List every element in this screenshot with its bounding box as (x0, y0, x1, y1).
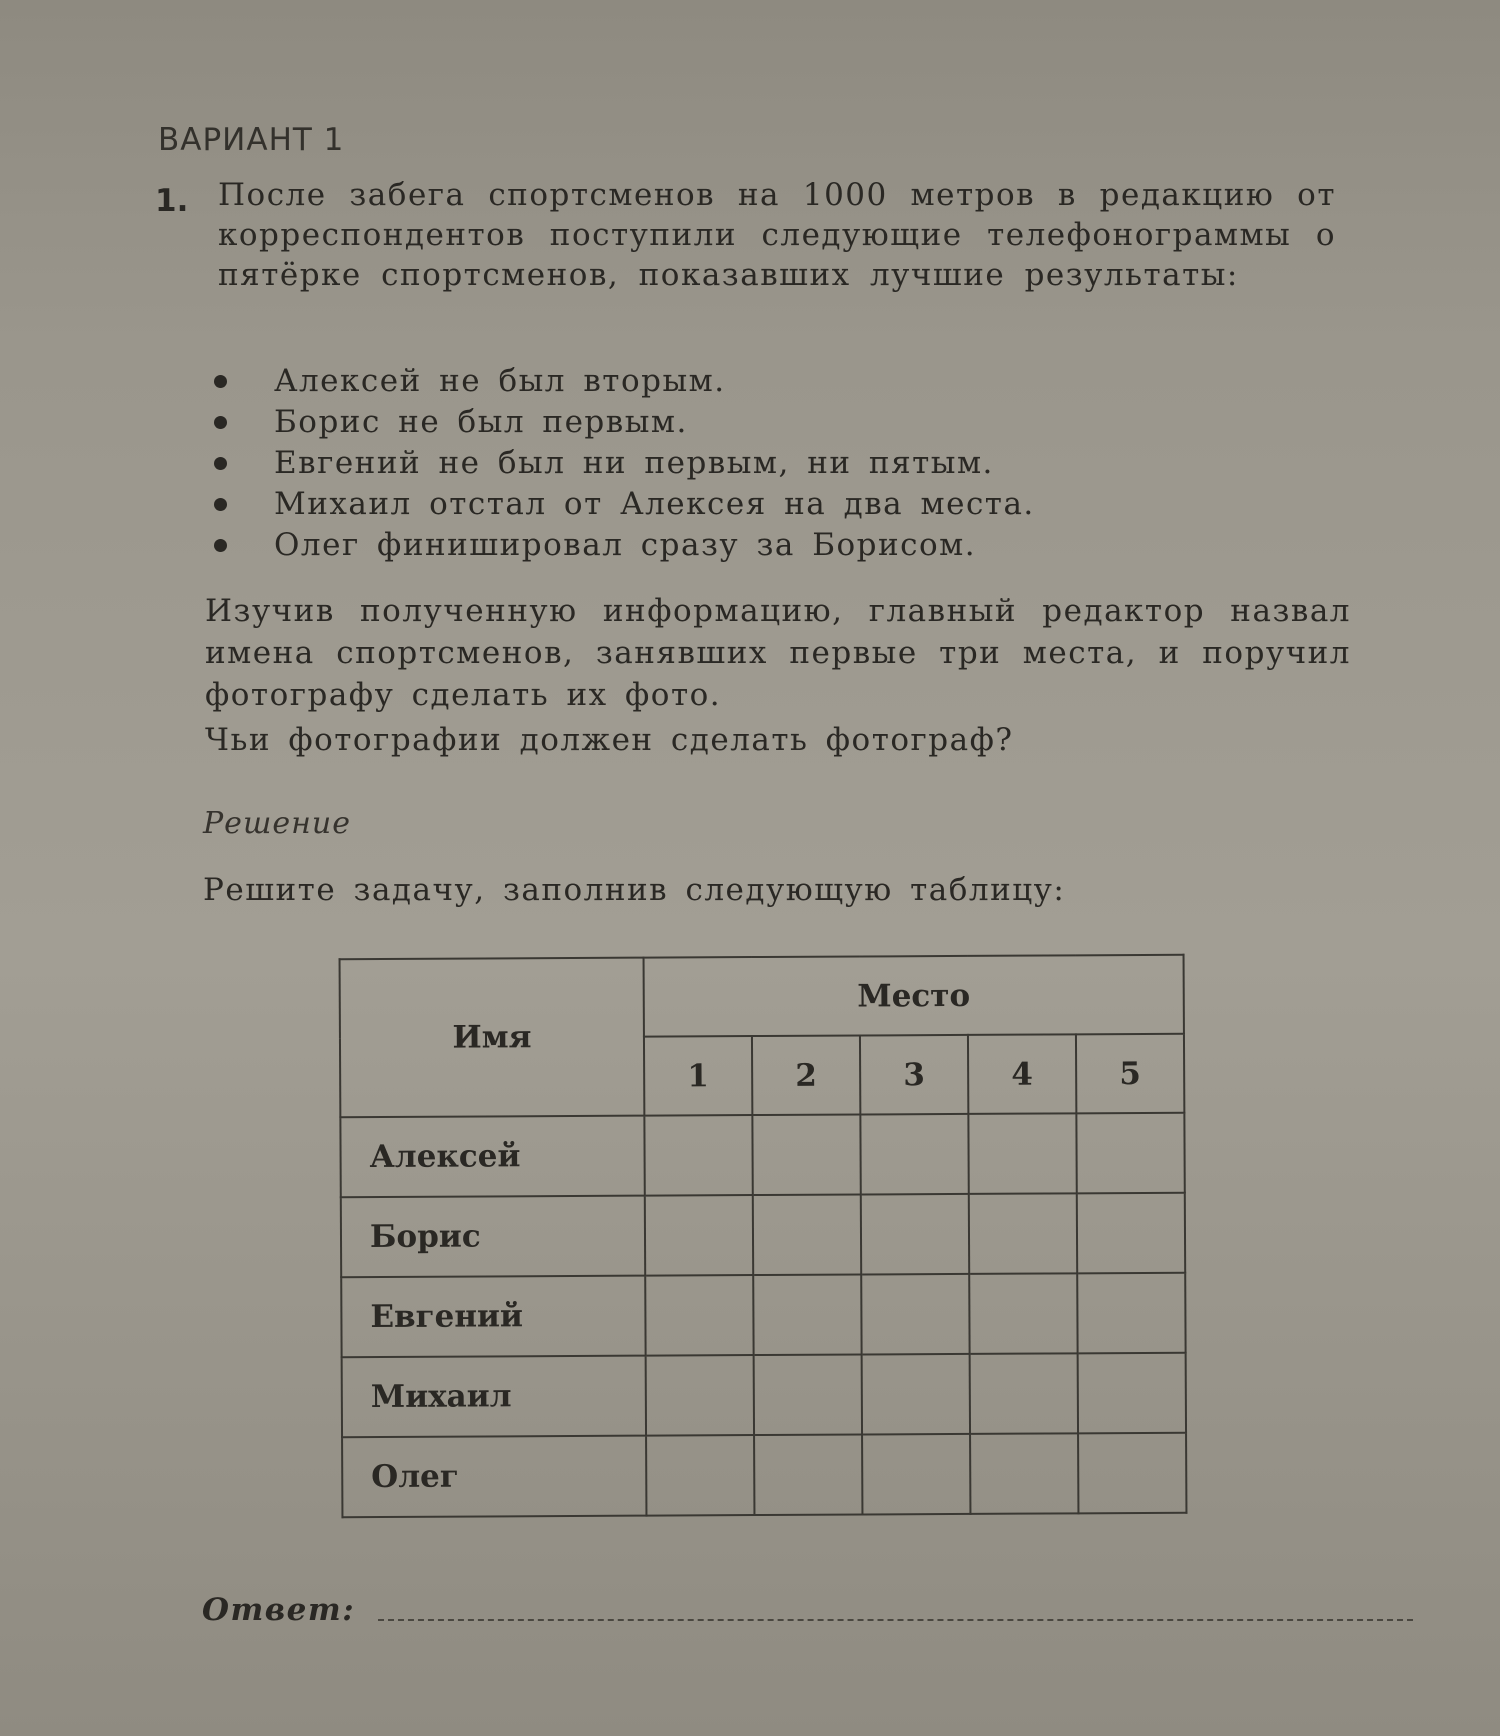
grid-cell[interactable] (969, 1273, 1077, 1354)
place-number: 4 (968, 1034, 1076, 1114)
variant-title: ВАРИАНТ 1 (158, 122, 345, 158)
logic-grid-table (339, 954, 1188, 1518)
bullet-icon (214, 457, 227, 470)
grid-cell[interactable] (860, 1114, 968, 1195)
clue-list (210, 361, 1035, 566)
clue-item: Евгений не был ни первым, ни пятым. (210, 443, 1035, 484)
grid-cell[interactable] (968, 1113, 1076, 1194)
grid-cell[interactable] (753, 1274, 861, 1355)
table-row (341, 1193, 1185, 1277)
editor-paragraph: Изучив полученную информацию, главный редактор назвал имена спортсменов, занявших первые три места, и поручил фотографу сделать их фото. (205, 593, 1351, 713)
grid-cell[interactable] (970, 1433, 1078, 1514)
grid-cell[interactable] (1076, 1113, 1184, 1194)
grid-cell[interactable] (645, 1275, 753, 1356)
grid-cell[interactable] (646, 1435, 754, 1516)
row-name-cell: Евгений (341, 1276, 645, 1358)
solution-heading: Решение (203, 806, 351, 841)
grid-cell[interactable] (753, 1194, 861, 1275)
grid-cell[interactable] (862, 1434, 970, 1515)
grid-cell[interactable] (752, 1114, 860, 1195)
answer-line[interactable] (378, 1619, 1413, 1621)
task-statement: После забега спортсменов на 1000 метров в редакцию от корреспондентов поступили следующие телефонограммы о пятёрке спортсменов, показавших лучшие результаты: (218, 177, 1336, 293)
question-text: Чьи фотографии должен сделать фотограф? (205, 722, 1014, 758)
place-number: 3 (860, 1035, 968, 1115)
row-name-cell: Олег (342, 1436, 646, 1518)
grid-cell[interactable] (1077, 1193, 1185, 1274)
grid-cell[interactable] (970, 1353, 1078, 1434)
table-row (341, 1273, 1185, 1357)
grid-cell[interactable] (646, 1355, 754, 1436)
grid-cell[interactable] (644, 1115, 752, 1196)
clue-item: Борис не был первым. (210, 402, 1035, 443)
answer-label: Ответ: (202, 1592, 356, 1628)
place-number: 5 (1076, 1034, 1184, 1114)
bullet-icon (214, 539, 227, 552)
place-number: 2 (752, 1035, 860, 1115)
table-row (340, 1113, 1184, 1197)
grid-cell[interactable] (645, 1195, 753, 1276)
grid-cell[interactable] (861, 1274, 969, 1355)
grid-cell[interactable] (1077, 1273, 1185, 1354)
bullet-icon (214, 375, 227, 388)
grid-cell[interactable] (862, 1354, 970, 1435)
grid-cell[interactable] (754, 1354, 862, 1435)
name-column-header: Имя (340, 958, 645, 1118)
row-name-cell: Михаил (342, 1356, 646, 1438)
grid-cell[interactable] (1078, 1433, 1186, 1514)
table-row (342, 1433, 1186, 1517)
row-name-cell: Борис (341, 1196, 645, 1278)
bullet-icon (214, 416, 227, 429)
place-header: Место (644, 955, 1184, 1037)
place-number: 1 (644, 1036, 752, 1116)
grid-cell[interactable] (754, 1434, 862, 1515)
row-name-cell: Алексей (340, 1116, 644, 1198)
clue-item: Алексей не был вторым. (210, 361, 1035, 402)
task-number: 1. (155, 183, 189, 219)
grid-cell[interactable] (1078, 1353, 1186, 1434)
grid-cell[interactable] (861, 1194, 969, 1275)
clue-item: Михаил отстал от Алексея на два места. (210, 484, 1035, 525)
grid-cell[interactable] (969, 1193, 1077, 1274)
table-instruction: Решите задачу, заполнив следующую таблицу: (203, 872, 1066, 908)
table-row (342, 1353, 1186, 1437)
bullet-icon (214, 498, 227, 511)
clue-item: Олег финишировал сразу за Борисом. (210, 525, 1035, 566)
